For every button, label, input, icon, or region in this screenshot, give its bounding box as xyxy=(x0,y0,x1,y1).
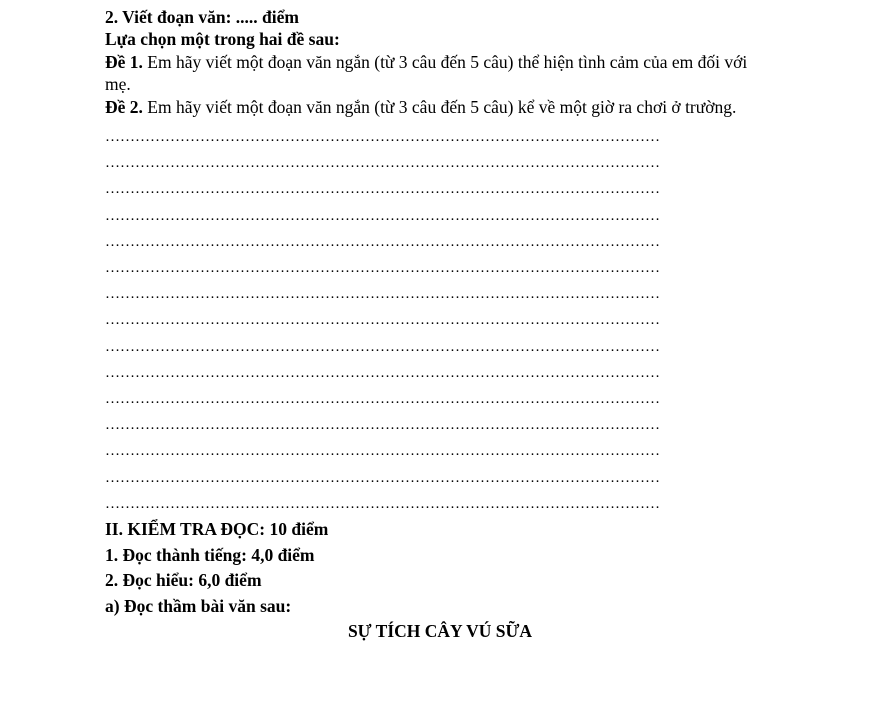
answer-line[interactable]: ………………………………………………………………………………………………… xyxy=(105,469,660,486)
answer-line[interactable]: ………………………………………………………………………………………………… xyxy=(105,443,660,460)
comprehension-heading: 2. Đọc hiểu: 6,0 điểm xyxy=(105,570,262,591)
answer-line[interactable]: ………………………………………………………………………………………………… xyxy=(105,233,660,250)
answer-line[interactable]: ………………………………………………………………………………………………… xyxy=(105,338,660,355)
answer-lines xyxy=(105,124,775,517)
reading-heading: II. KIỂM TRA ĐỌC: 10 điểm xyxy=(105,519,329,540)
answer-line[interactable]: ………………………………………………………………………………………………… xyxy=(105,260,660,277)
writing-heading: 2. Viết đoạn văn: ..... điểm xyxy=(105,7,299,27)
answer-line[interactable]: ………………………………………………………………………………………………… xyxy=(105,364,660,381)
oral-reading-heading: 1. Đọc thành tiếng: 4,0 điểm xyxy=(105,544,315,565)
topic-1-text: Em hãy viết một đoạn văn ngắn (từ 3 câu đến 5 câu) thể hiện tình cảm của em đối với mẹ. xyxy=(105,51,748,95)
answer-line[interactable]: ………………………………………………………………………………………………… xyxy=(105,181,660,198)
topic-1-label: Đề 1. xyxy=(105,51,143,72)
choose-prompt: Lựa chọn một trong hai đề sau: xyxy=(105,29,340,50)
answer-line[interactable]: ………………………………………………………………………………………………… xyxy=(105,495,660,512)
exam-page xyxy=(105,6,775,644)
answer-line[interactable]: ………………………………………………………………………………………………… xyxy=(105,207,660,224)
answer-line[interactable]: ………………………………………………………………………………………………… xyxy=(105,155,660,172)
answer-line[interactable]: ………………………………………………………………………………………………… xyxy=(105,312,660,329)
story-title: SỰ TÍCH CÂY VÚ SỮA xyxy=(347,621,533,642)
answer-line[interactable]: ………………………………………………………………………………………………… xyxy=(105,129,660,146)
answer-line[interactable]: ………………………………………………………………………………………………… xyxy=(105,286,660,303)
answer-line[interactable]: ………………………………………………………………………………………………… xyxy=(105,391,660,408)
topic-2-text: Em hãy viết một đoạn văn ngắn (từ 3 câu đến 5 câu) kể về một giờ ra chơi ở trường. xyxy=(142,96,737,117)
answer-line[interactable]: ………………………………………………………………………………………………… xyxy=(105,417,660,434)
topic-2 xyxy=(105,96,775,118)
topic-2-label: Đề 2. xyxy=(105,96,143,117)
reading-instruction: a) Đọc thầm bài văn sau: xyxy=(105,595,292,616)
topic-1 xyxy=(105,51,775,96)
